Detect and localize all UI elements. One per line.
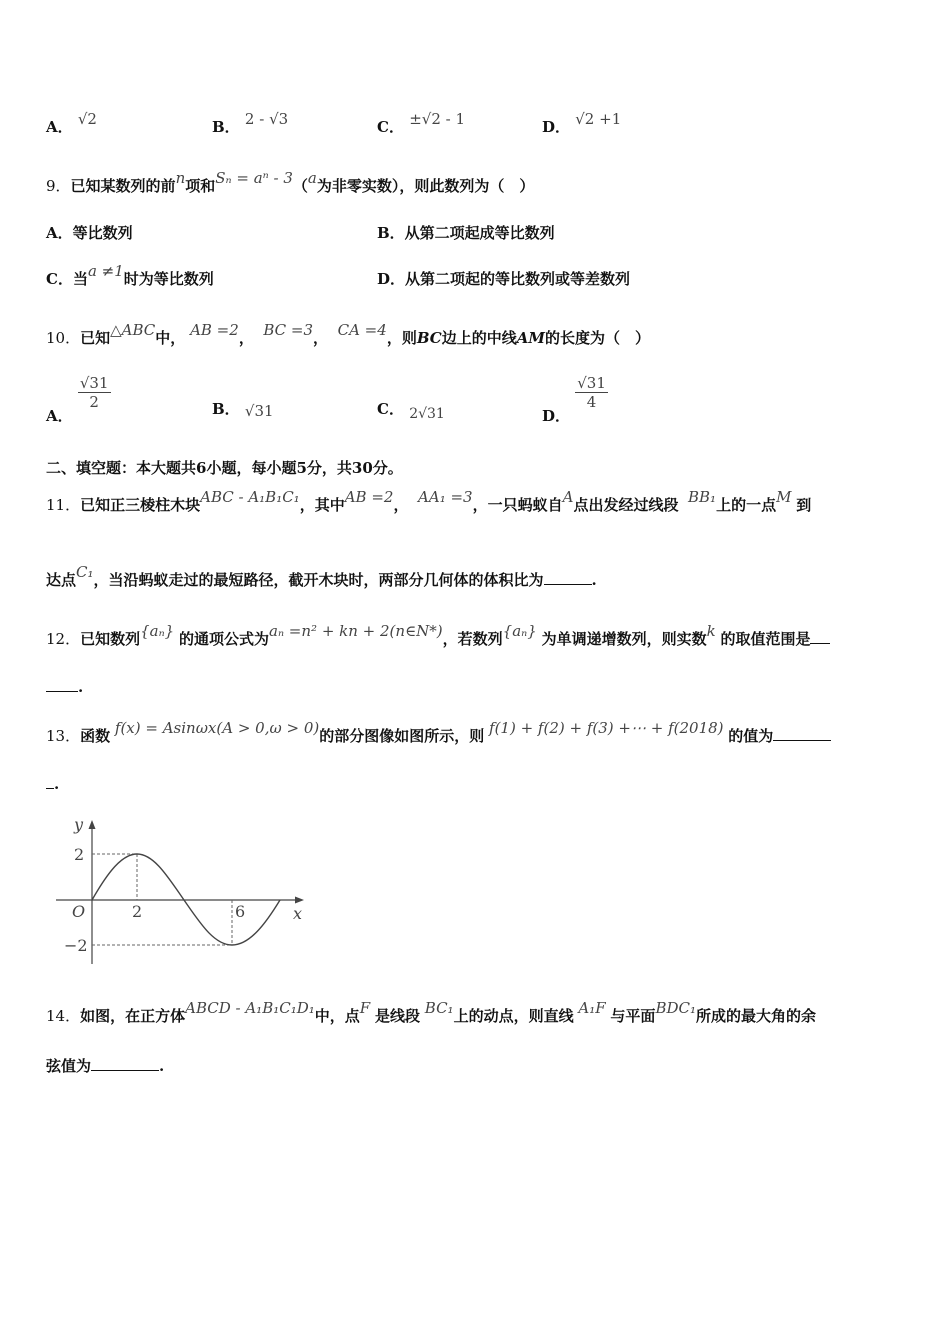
section-heading: 二、填空题：本大题共6小题，每小题5分，共30分。 — [46, 459, 403, 477]
question-number: 14． — [46, 1007, 81, 1025]
question-number: 11． — [46, 496, 81, 514]
x-tick-2: 2 — [132, 902, 143, 921]
q8-option-b[interactable]: B． 2 - √3 — [212, 110, 289, 136]
question-number: 10． — [46, 329, 81, 347]
q8-option-d[interactable]: D． √2 +1 — [542, 110, 622, 136]
question-12: 12．已知数列{aₙ} 的通项公式为aₙ =n² + kn + 2(n∈N*)，若数列{aₙ} 为单调递增数列，则实数k 的取值范围是 — [46, 628, 830, 649]
answer-blank-continued[interactable] — [46, 678, 78, 692]
q8-option-a-math: √2 — [77, 110, 97, 128]
q8-option-a[interactable]: A． √2 — [46, 110, 97, 136]
question-11: 11．已知正三棱柱木块ABC - A₁B₁C₁，其中AB =2， AA₁ =3，一只蚂蚁自A点出发经过线段 BB₁上的一点M 到 — [46, 488, 812, 514]
y-axis-label: y — [74, 815, 84, 834]
question-12-line-2: . — [46, 678, 83, 696]
answer-blank[interactable] — [544, 571, 592, 585]
q8-option-c[interactable]: C． ±√2 - 1 — [377, 110, 466, 136]
fraction: $\frac{√31}{2}$ — [79, 374, 109, 411]
answer-blank-continued[interactable] — [46, 775, 54, 789]
y-tick-neg2: −2 — [64, 936, 88, 955]
q8-option-b-math: 2 - √3 — [244, 110, 289, 128]
answer-blank[interactable] — [773, 727, 831, 741]
x-axis-label: x — [293, 904, 303, 923]
q8-option-c-math: ±√2 - 1 — [409, 110, 466, 128]
q9-option-c[interactable]: C．当a ≠1时为等比数列 — [46, 262, 214, 288]
question-number: 13． — [46, 727, 81, 745]
x-tick-6: 6 — [235, 902, 246, 921]
fraction: $\frac{√31}{4}$ — [577, 374, 606, 411]
q9-option-d[interactable]: D．从第二项起的等比数列或等差数列 — [377, 270, 631, 288]
question-13: 13．函数 f(x) = Asinωx(A > 0,ω > 0)的部分图像如图所示，则 f(1) + f(2) + f(3) +⋯ + f(2018) 的值为 — [46, 725, 831, 746]
question-11-line-2: 达点C₁，当沿蚂蚁走过的最短路径，截开木块时，两部分几何体的体积比为 . — [46, 563, 597, 589]
q10-option-b[interactable]: B． √31 — [212, 400, 274, 420]
answer-blank[interactable] — [91, 1057, 159, 1071]
q10-option-d[interactable]: D． $\frac{√31}{4}$ — [542, 374, 606, 425]
q10-option-c[interactable]: C． 2√31 — [377, 400, 445, 422]
question-14-line-2: 弦值为 . — [46, 1057, 165, 1075]
q9-option-b[interactable]: B．从第二项起成等比数列 — [377, 224, 555, 242]
y-tick-2: 2 — [74, 845, 85, 864]
question-10: 10．已知△ABC中， AB =2， BC =3， CA =4，则BC边上的中线AM的长度为（ ） — [46, 321, 651, 347]
question-9: 9．已知某数列的前n项和Sₙ = aⁿ - 3（a为非零实数），则此数列为（ ） — [46, 169, 535, 195]
origin-label: O — [72, 902, 86, 921]
question-13-line-2: . — [46, 775, 59, 793]
sine-graph — [46, 812, 316, 972]
question-number: 12． — [46, 630, 81, 648]
question-14: 14．如图，在正方体ABCD - A₁B₁C₁D₁中，点F 是线段 BC₁上的动点，则直线 A₁F 与平面BDC₁所成的最大角的余 — [46, 999, 816, 1025]
q8-option-d-math: √2 +1 — [575, 110, 622, 128]
question-number: 9． — [46, 177, 71, 195]
x-axis-arrow-icon — [295, 897, 304, 904]
q9-option-a[interactable]: A．等比数列 — [46, 224, 133, 242]
y-axis-arrow-icon — [89, 820, 96, 829]
answer-blank[interactable] — [810, 630, 830, 644]
q10-option-a[interactable]: A． $\frac{√31}{2}$ — [46, 374, 109, 425]
